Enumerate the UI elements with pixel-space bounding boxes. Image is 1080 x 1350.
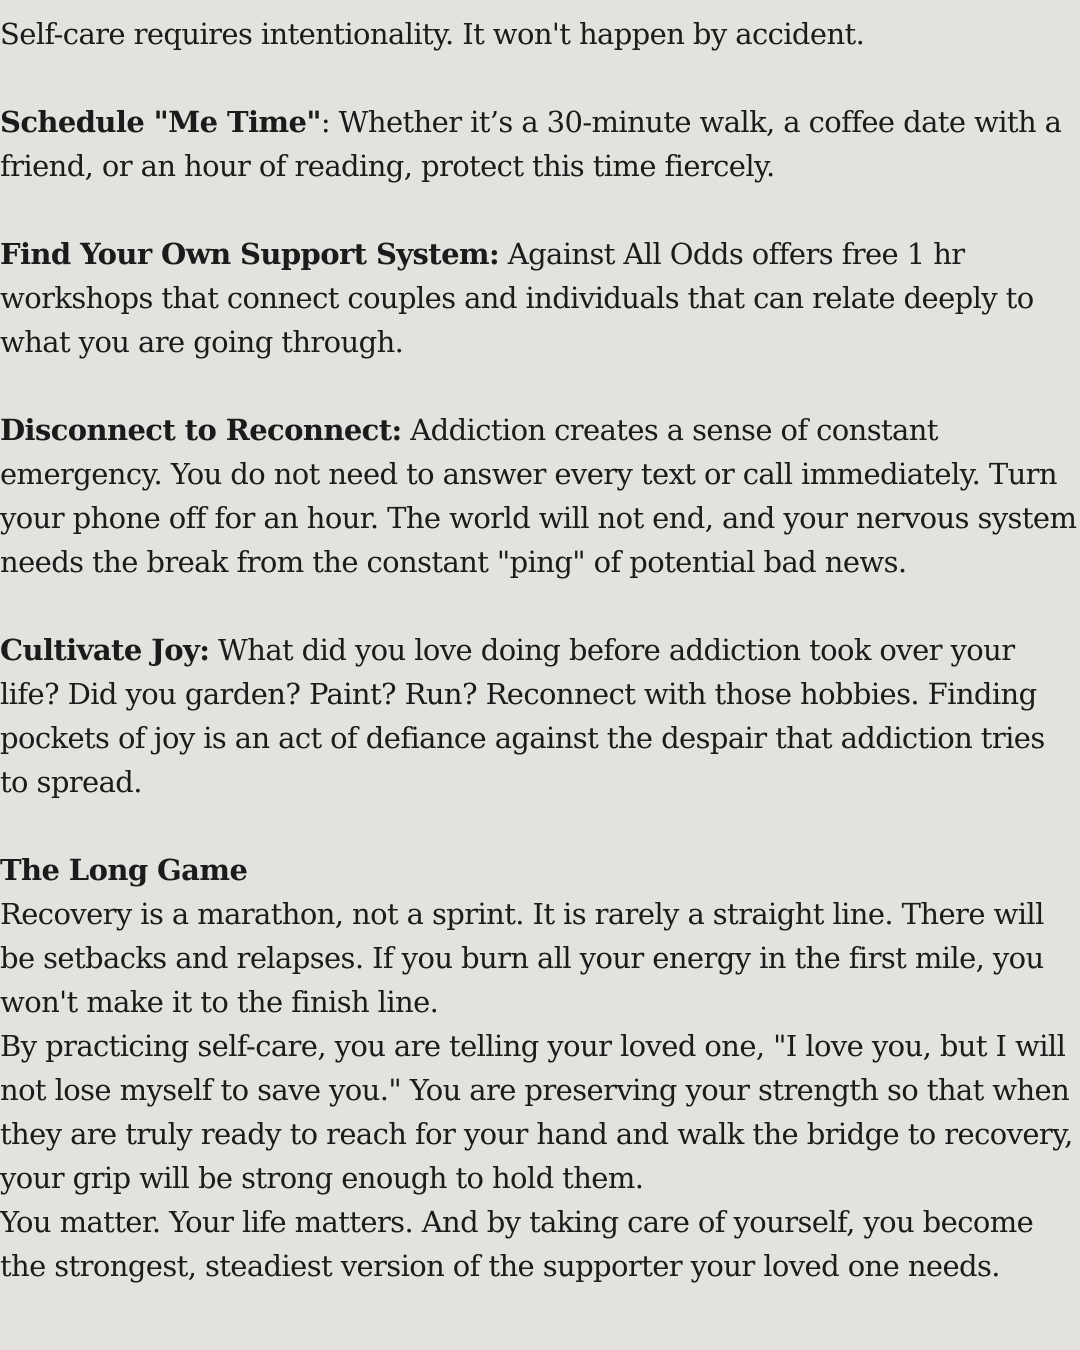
section-body: Addiction creates a sense of constant emergency. You do not need to answer every text or call immediately. Turn your phone off for an hour. The world will not end, and your nervous system needs the break from the constant "ping" of potential bad news. <box>0 413 1077 579</box>
spacer <box>0 188 1080 232</box>
long-game-paragraph-1: Recovery is a marathon, not a sprint. It is rarely a straight line. There will be setbacks and relapses. If you burn all your energy in the first mile, you won't make it to the finish line. <box>0 897 1044 1019</box>
heading-separator <box>209 633 218 667</box>
long-game-paragraph-2: By practicing self-care, you are telling your loved one, "I love you, but I will not lose myself to save you." You are preserving your strength so that when they are truly ready to reach for your hand and walk the bridge to recovery, your grip will be strong enough to hold them. <box>0 1029 1073 1195</box>
section-disconnect <box>0 408 1080 584</box>
section-heading: The Long Game <box>0 853 248 887</box>
heading-separator: : <box>320 105 339 139</box>
section-body: Whether it’s a 30-minute walk, a coffee date with a friend, or an hour of reading, protect this time fiercely. <box>0 105 1062 183</box>
section-heading: Schedule "Me Time" <box>0 105 321 139</box>
section-cultivate-joy <box>0 628 1080 804</box>
heading-separator <box>402 413 411 447</box>
spacer <box>0 804 1080 848</box>
section-support-system <box>0 232 1080 364</box>
section-heading: Disconnect to Reconnect: <box>0 413 402 447</box>
section-body: What did you love doing before addiction took over your life? Did you garden? Paint? Run? Reconnect with those hobbies. Finding pockets of joy is an act of defiance against the despair that addiction tries to spread. <box>0 633 1045 799</box>
section-heading: Cultivate Joy: <box>0 633 210 667</box>
long-game-paragraph-3: You matter. Your life matters. And by taking care of yourself, you become the strongest, steadiest version of the supporter your loved one needs. <box>0 1205 1034 1283</box>
heading-separator <box>499 237 508 271</box>
section-body: Against All Odds offers free 1 hr workshops that connect couples and individuals that can relate deeply to what you are going through. <box>0 237 1034 359</box>
spacer <box>0 56 1080 100</box>
intro-paragraph: Self-care requires intentionality. It won't happen by accident. <box>0 17 865 51</box>
spacer <box>0 584 1080 628</box>
section-me-time <box>0 100 1080 188</box>
long-game-heading <box>0 848 1080 892</box>
spacer <box>0 364 1080 408</box>
section-heading: Find Your Own Support System: <box>0 237 500 271</box>
